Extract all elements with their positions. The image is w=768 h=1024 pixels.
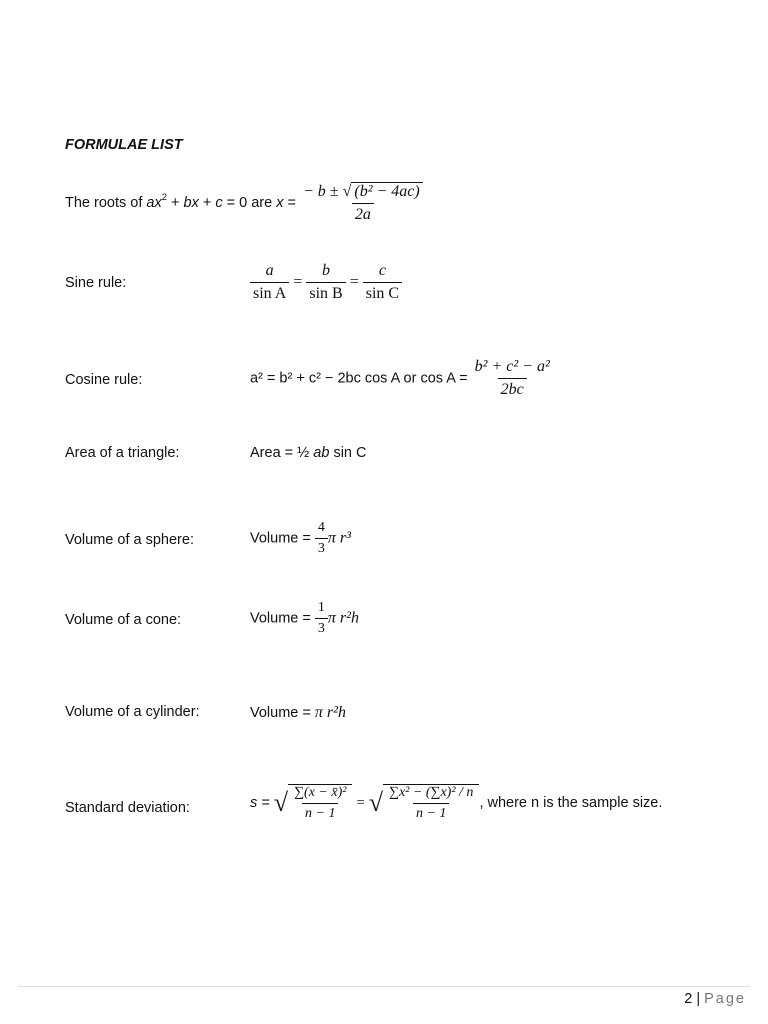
std-dev-den-2: n − 1 (413, 803, 449, 822)
sine-rule-formula (250, 262, 402, 304)
sine-fraction-b (306, 262, 345, 304)
quadratic-term-c: c (215, 195, 223, 212)
cosine-denominator: 2bc (498, 378, 527, 399)
page-number: 2 (684, 991, 693, 1007)
sine-rule-label: Sine rule: (65, 275, 127, 291)
quadratic-radicand: (b² − 4ac) (351, 182, 422, 201)
cone-den: 3 (315, 618, 328, 637)
quadratic-denominator: 2a (352, 203, 374, 224)
cone-expr: π r²h (327, 609, 359, 627)
volume-sphere-formula (250, 520, 351, 557)
sphere-expr: π r³ (327, 529, 351, 547)
page-title: FORMULAE LIST (65, 137, 183, 153)
quadratic-term-a: ax (146, 195, 162, 212)
volume-cone-label: Volume of a cone: (65, 612, 182, 628)
std-dev-sqrt-1 (274, 784, 353, 822)
quadratic-numerator (300, 182, 426, 203)
area-triangle-label: Area of a triangle: (65, 445, 180, 461)
area-ab: ab (313, 445, 330, 461)
footer-divider (18, 986, 750, 987)
sine-num-c: c (378, 262, 386, 279)
sine-fraction-a (250, 262, 289, 304)
sine-den-c: sin C (363, 282, 402, 303)
cosine-rule-text: a² = b² + c² − 2bc cos A or cos A = (250, 370, 468, 387)
sphere-prefix: Volume = (250, 530, 311, 547)
std-dev-suffix: , where n is the sample size. (479, 794, 663, 811)
volume-cylinder-formula (250, 704, 346, 722)
sphere-den: 3 (315, 538, 328, 557)
volume-cylinder-label: Volume of a cylinder: (65, 704, 200, 720)
quadratic-term-b: bx (183, 195, 199, 212)
quadratic-plus2: + (198, 195, 216, 212)
sqrt-icon: √ (368, 788, 383, 818)
std-dev-eq: = (356, 794, 365, 811)
cosine-numerator: b² + c² − a² (474, 358, 550, 375)
std-dev-num-1: ∑(x − x̄)² (294, 785, 347, 800)
cylinder-prefix: Volume = (250, 705, 311, 721)
std-dev-label: Standard deviation: (65, 800, 190, 816)
sine-den-b: sin B (306, 282, 345, 303)
sine-num-b: b (322, 262, 331, 279)
cylinder-expr: π r²h (314, 704, 346, 721)
cone-fraction (315, 600, 328, 637)
std-dev-fraction-2 (386, 785, 476, 822)
cosine-fraction (472, 358, 553, 400)
std-dev-radicand-2 (383, 784, 479, 822)
sine-fraction-c (363, 262, 402, 304)
std-dev-radicand-1 (288, 784, 352, 822)
volume-sphere-label: Volume of a sphere: (65, 532, 194, 548)
area-prefix: Area = ½ (250, 445, 314, 461)
page-word: Page (704, 991, 746, 1007)
quadratic-equals-zero: = 0 are (222, 195, 277, 212)
sine-eq-2: = (349, 273, 359, 291)
sqrt-icon: √ (273, 788, 289, 818)
std-dev-sqrt-2 (369, 784, 480, 822)
volume-cone-formula (250, 600, 359, 637)
std-dev-fraction-1 (291, 785, 349, 822)
sphere-fraction (315, 520, 328, 557)
area-suffix: sin C (329, 445, 367, 461)
std-dev-den-1: n − 1 (302, 803, 338, 822)
sine-eq-1: = (293, 273, 303, 291)
cone-prefix: Volume = (250, 610, 311, 627)
page-separator: | (696, 991, 701, 1007)
sqrt-icon: √ (342, 183, 352, 200)
quadratic-formula-row (65, 182, 426, 225)
sine-num-a: a (265, 262, 274, 279)
std-dev-s: s = (250, 794, 270, 811)
sphere-num: 4 (317, 520, 325, 535)
cosine-rule-formula (250, 358, 553, 400)
quadratic-num-prefix: − b ± (303, 183, 343, 200)
cosine-rule-label: Cosine rule: (65, 372, 143, 388)
std-dev-formula (250, 784, 662, 822)
quadratic-x: x (276, 195, 284, 212)
std-dev-num-2: ∑x² − (∑x)² / n (388, 785, 474, 800)
sine-den-a: sin A (250, 282, 289, 303)
cone-num: 1 (317, 600, 325, 615)
quadratic-intro: The roots of (65, 195, 143, 212)
quadratic-fraction (300, 182, 426, 225)
quadratic-exponent: 2 (161, 191, 167, 203)
page-footer (684, 991, 746, 1007)
quadratic-equals: = (283, 195, 296, 212)
quadratic-plus1: + (166, 195, 184, 212)
area-triangle-formula (250, 445, 367, 461)
